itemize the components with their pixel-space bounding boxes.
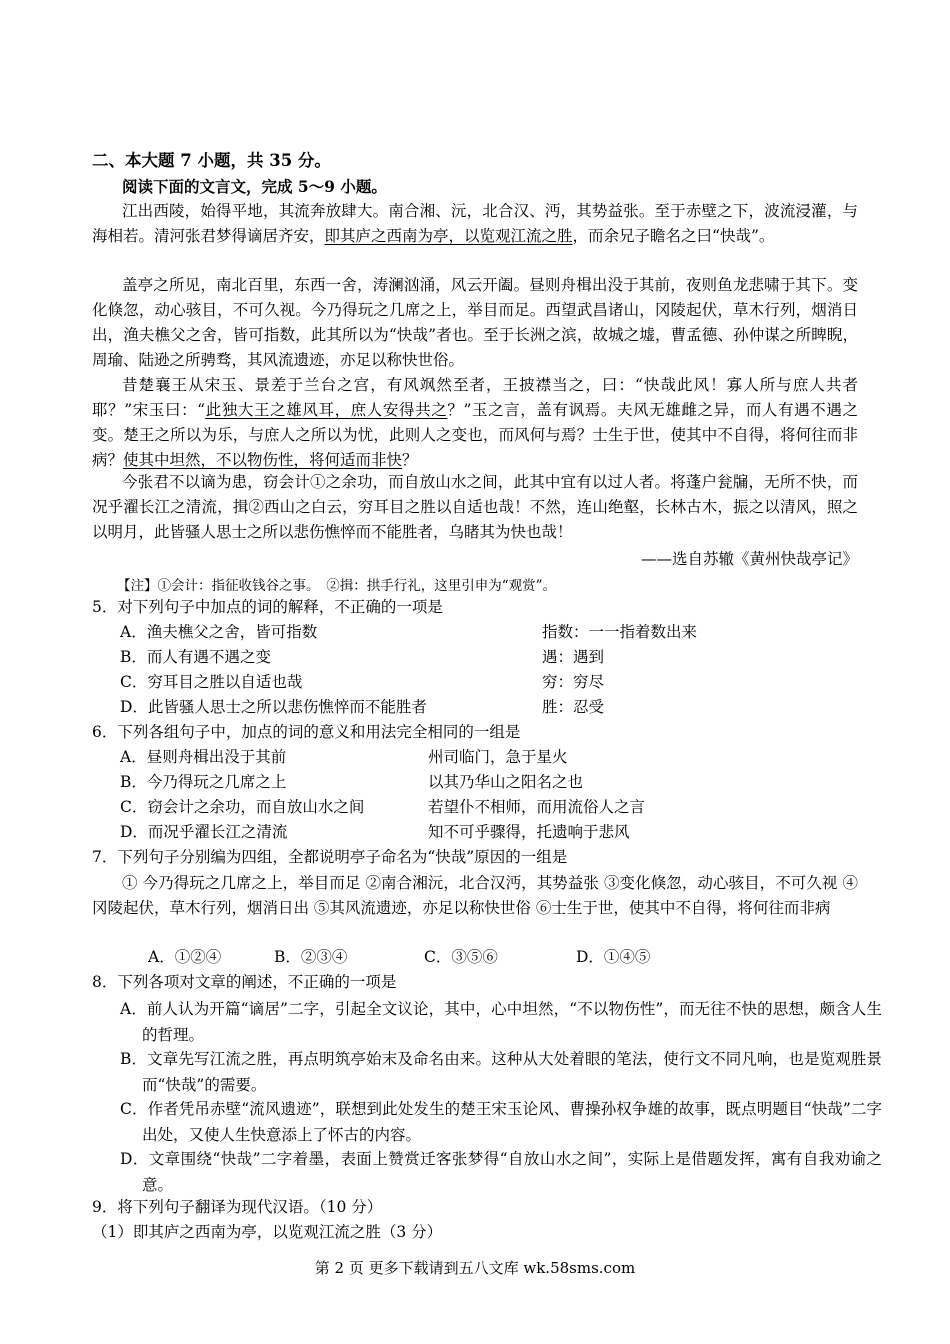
q7-body: ① 今乃得玩之几席之上，举目而足 ②南合湘沅，北合汉沔，其势益张 ③变化倏忽，动心骇目，不可久视 ④冈陵起伏，草木行列，烟消日出 ⑤其风流遗迹，亦足以称快世俗 ⑥士生于世，使其中不自得，将何往而非病 [92, 874, 858, 917]
p3-text-b: ？”玉之言，盖有讽焉。夫风无雄雌之异，而人有遇不遇之变。楚王之所以为乐，与庶人之所以为忧，此则人之变也，而风何与焉？士生于世，使其中不自得，将何往而非病？ [92, 401, 858, 469]
q7-choice-b: B．②③④ [274, 948, 348, 966]
passage-paragraph-4: 今张君不以谪为患，窃会计①之余功，而自放山水之间，此其中宜有以过人者。将蓬户瓮牖，无所不快，而况乎濯长江之清流，揖②西山之白云，穷耳目之胜以自适也哉！不然，连山绝壑，长林古木，振之以清风，照之以明月，此皆骚人思士之所以悲伤憔悴而不能胜者，乌睹其为快也哉！ [92, 473, 858, 541]
q5-option-d: D．此皆骚人思士之所以悲伤憔悴而不能胜者 [120, 698, 427, 716]
passage-paragraph-3 [92, 373, 858, 473]
q6-option-d-left: D．而况乎濯长江之清流 [120, 823, 288, 841]
q6-option-a-left: A．昼则舟楫出没于其前 [120, 748, 287, 766]
q6-option-c-left: C．窃会计之余功，而自放山水之间 [120, 798, 365, 816]
q8-option-c: C．作者凭吊赤壁“流风遗迹”，联想到此处发生的楚王宋玉论风、曹操孙权争雄的故事，既点明题目“快哉”二字出处，又使人生快意添上了怀古的内容。 [120, 1100, 882, 1144]
q9-sub1: （1）即其庐之西南为亭，以览观江流之胜（3 分） [92, 1223, 443, 1241]
q7-stem: 7．下列句子分别编为四组，全都说明亭子命名为“快哉”原因的一组是 [92, 848, 568, 866]
q5-option-b-expl: 遇：遇到 [542, 648, 605, 666]
q5-option-b: B．而人有遇不遇之变 [120, 648, 271, 666]
q9-stem: 9．将下列句子翻译为现代汉语。（10 分） [92, 1198, 383, 1216]
q6-option-b-left: B．今乃得玩之几席之上 [120, 773, 287, 791]
p3-underlined-1: 此独大王之雄风耳，庶人安得共之 [205, 401, 448, 419]
passage-paragraph-2: 盖亭之所见，南北百里，东西一舍，涛澜汹涌，风云开阖。昼则舟楫出没于其前，夜则鱼龙悲啸于其下。变化倏忽，动心骇目，不可久视。今乃得玩之几席之上，举目而足。西望武昌诸山，冈陵起伏，草木行列，烟消日出，渔夫樵父之舍，皆可指数，此其所以为“快哉”者也。至于长洲之滨，故城之墟，曹孟德、孙仲谋之所睥睨，周瑜、陆逊之所骋骛，其风流遗迹，亦足以称快世俗。 [92, 276, 858, 369]
q8-option-b: B．文章先写江流之胜，再点明筑亭始末及命名由来。这种从大处着眼的笔法，使行文不同凡响，也是览观胜景而“快哉”的需要。 [120, 1050, 882, 1094]
p1-underlined: 即其庐之西南为亭，以览观江流之胜 [324, 227, 573, 245]
p3-text-c: ？ [402, 451, 418, 469]
passage-note: 【注】①会计：指征收钱谷之事。 ②揖：拱手行礼，这里引申为“观赏”。 [117, 578, 557, 594]
page-footer: 第 2 页 更多下载请到五八文库 wk.58sms.com [314, 1259, 636, 1277]
q6-option-c-right: 若望仆不相师，而用流俗人之言 [428, 798, 646, 816]
q5-option-a: A．渔夫樵父之舍，皆可指数 [120, 623, 318, 641]
q8-option-d: D．文章围绕“快哉”二字着墨，表面上赞赏迁客张梦得“自放山水之间”，实际上是借题发挥，寓有自我劝谕之意。 [120, 1150, 882, 1194]
q7-choice-d: D．①④⑤ [576, 948, 651, 966]
q7-choice-c: C．③⑤⑥ [424, 948, 498, 966]
p1-text-b: ，而余兄子瞻名之曰“快哉”。 [572, 227, 775, 245]
q6-option-b-right: 以其乃华山之阳名之也 [428, 773, 584, 791]
p3-underlined-2: 使其中坦然，不以物伤性，将何适而非快 [123, 451, 403, 469]
p3-text-a: 昔楚襄王从宋玉、景差于兰台之宫，有风飒然至者，王披襟当之，曰：“快哉此风！寡人所与庶人共者耶？”宋玉曰：“ [92, 376, 858, 419]
q5-option-c-expl: 穷：穷尽 [542, 673, 605, 691]
passage-source: ——选自苏辙《黄州快哉亭记》 [640, 550, 858, 568]
section-title: 二、本大题 7 小题，共 35 分。 [92, 151, 331, 170]
p1-text-a: 江出西陵，始得平地，其流奔放肆大。南合湘、沅，北合汉、沔，其势益张。至于赤壁之下，波流浸灌，与海相若。清河张君梦得谪居齐安， [92, 202, 858, 245]
q6-option-a-right: 州司临门，急于星火 [428, 748, 568, 766]
q5-option-a-expl: 指数：一一指着数出来 [542, 623, 698, 641]
q8-option-a: A．前人认为开篇“谪居”二字，引起全文议论，其中，心中坦然，“不以物伤性”，而无往不快的思想，颇含人生的哲理。 [120, 1000, 882, 1044]
q6-stem: 6．下列各组句子中，加点的词的意义和用法完全相同的一组是 [92, 723, 521, 741]
section-instruction: 阅读下面的文言文，完成 5～9 小题。 [122, 177, 387, 196]
passage-paragraph-1 [92, 199, 858, 249]
q6-option-d-right: 知不可乎骤得，托遗响于悲风 [428, 823, 630, 841]
q7-choice-a: A．①②④ [148, 948, 222, 966]
q8-stem: 8．下列各项对文章的阐述，不正确的一项是 [92, 973, 397, 991]
q5-stem: 5．对下列句子中加点的词的解释，不正确的一项是 [92, 598, 443, 616]
q5-option-d-expl: 胜：忍受 [542, 698, 605, 716]
q5-option-c: C．穷耳目之胜以自适也哉 [120, 673, 303, 691]
